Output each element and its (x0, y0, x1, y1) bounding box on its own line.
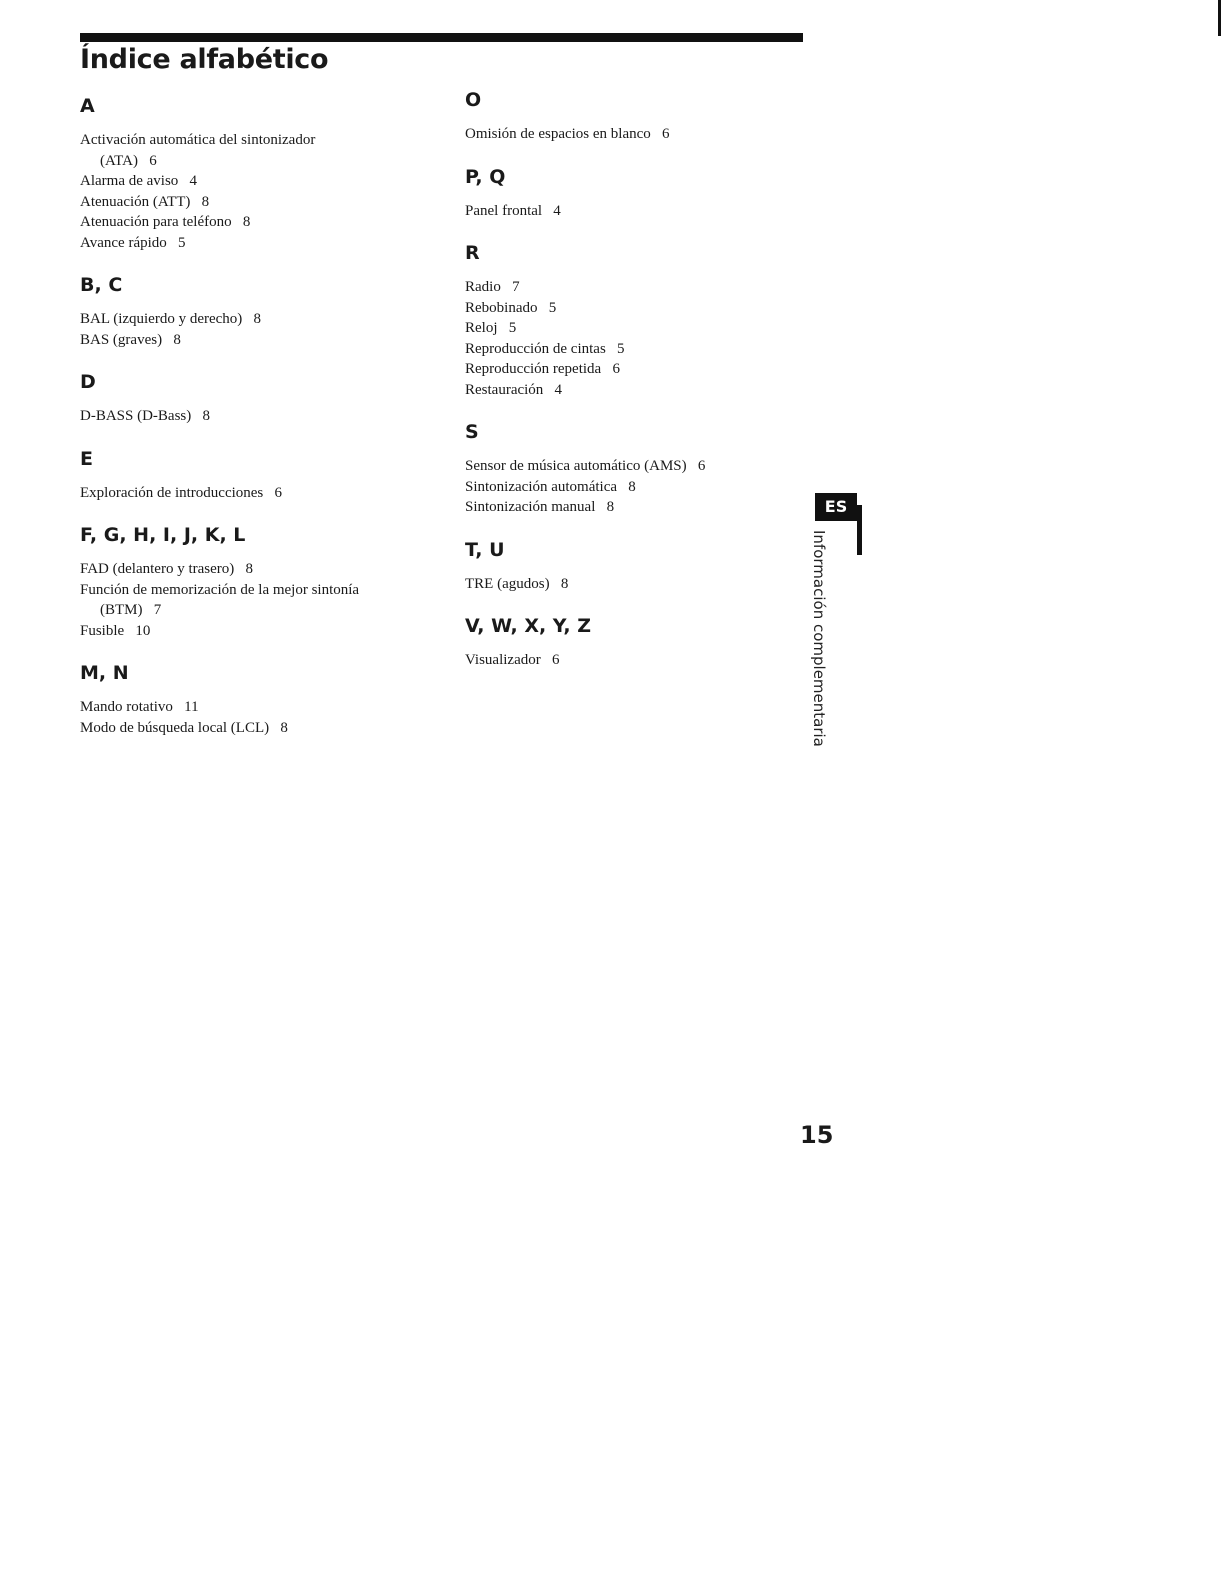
index-section (80, 523, 440, 641)
index-entry: Reproducción repetida 6 (465, 361, 620, 377)
index-entry: BAL (izquierdo y derecho) 8 (80, 311, 262, 327)
index-entry: Alarma de aviso 4 (80, 173, 198, 189)
index-entry: Sintonización automática 8 (465, 478, 636, 495)
edge-mark (1218, 0, 1221, 36)
page-title: Índice alfabético (80, 44, 329, 75)
section-letter: A (80, 95, 95, 117)
section-letter: D (80, 371, 96, 393)
index-section (80, 370, 440, 427)
index-entry: Restauración 4 (465, 381, 563, 398)
index-entry: Fusible 10 (80, 622, 151, 639)
section-letter: T, U (465, 538, 505, 561)
index-entry: TRE (agudos) 8 (465, 575, 569, 592)
index-entry: Atenuación para teléfono 8 (80, 214, 251, 230)
index-section (80, 273, 440, 350)
section-letter: O (465, 89, 482, 111)
index-section (465, 420, 795, 518)
index-entry: FAD (delantero y trasero) 8 (80, 561, 253, 577)
index-entry: Modo de búsqueda local (LCL) 8 (80, 719, 288, 736)
section-letter: R (465, 242, 480, 264)
language-tab: ES (815, 493, 857, 521)
index-entry: Atenuación (ATT) 8 (80, 193, 210, 210)
index-section (465, 88, 795, 145)
section-letter: V, W, X, Y, Z (465, 615, 592, 637)
index-entry: Omisión de espacios en blanco 6 (465, 126, 670, 142)
section-letter: S (465, 421, 479, 443)
index-entry: Visualizador 6 (465, 652, 560, 668)
index-section (465, 165, 795, 222)
index-entry: Sensor de música automático (AMS) 6 (465, 458, 706, 474)
index-entry-continuation: (BTM) 7 (100, 602, 162, 618)
index-section (465, 241, 795, 400)
index-entry: Activación automática del sintonizador (80, 132, 316, 148)
index-section (80, 447, 440, 504)
page-number: 15 (800, 1121, 834, 1149)
section-letter: B, C (80, 274, 123, 296)
index-entry: Función de memorización de la mejor sintonía (80, 581, 360, 598)
section-side-label: Información complementaria (810, 530, 828, 747)
index-entry: Radio 7 (465, 279, 520, 295)
index-entry: D-BASS (D-Bass) 8 (80, 408, 211, 424)
section-letter: F, G, H, I, J, K, L (80, 524, 246, 546)
section-letter: M, N (80, 662, 129, 684)
index-section (80, 661, 440, 738)
index-entry: Avance rápido 5 (80, 234, 186, 251)
section-letter: E (80, 447, 93, 470)
index-entry-continuation: (ATA) 6 (100, 152, 157, 169)
index-column-left (80, 94, 440, 758)
tab-mark (857, 505, 862, 555)
index-section (465, 538, 795, 595)
index-entry: Sintonización manual 8 (465, 499, 615, 515)
index-entry: Mando rotativo 11 (80, 699, 199, 715)
index-entry: BAS (graves) 8 (80, 331, 181, 348)
index-entry: Reloj 5 (465, 320, 517, 336)
section-letter: P, Q (465, 165, 506, 188)
top-rule (80, 33, 803, 42)
index-entry: Exploración de introducciones 6 (80, 484, 283, 501)
index-entry: Panel frontal 4 (465, 202, 561, 219)
index-entry: Rebobinado 5 (465, 299, 557, 316)
index-section (465, 614, 795, 671)
index-entry: Reproducción de cintas 5 (465, 340, 625, 357)
index-section (80, 94, 440, 253)
index-column-right (465, 88, 795, 691)
